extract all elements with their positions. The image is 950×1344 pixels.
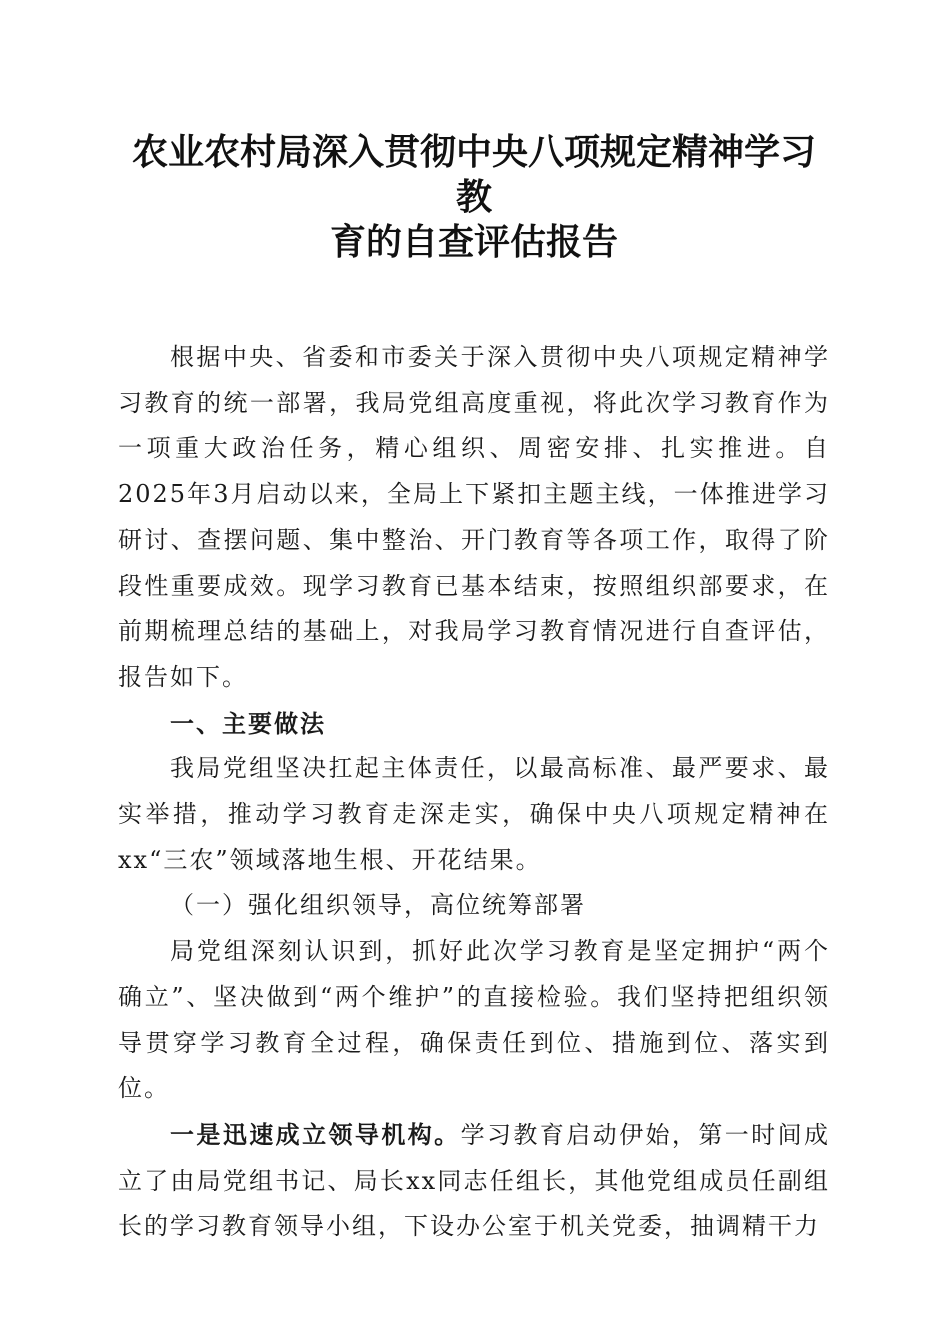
section-heading-main-practices: 一、主要做法 <box>170 708 326 738</box>
point-1-lead: 一是迅速成立领导机构。 <box>170 1119 461 1149</box>
point-1-text: 学习教育启动伊始，第一时间成立了由局党组书记、局长xx同志任组长，其他党组成员任副组长的学习教育领导小组，下设办公室于机关党委，抽调精干力 <box>118 1120 831 1241</box>
document-title <box>118 130 830 265</box>
point-1-paragraph <box>118 1112 830 1250</box>
subsection-heading-1: （一）强化组织领导，高位统筹部署 <box>170 891 586 920</box>
intro-paragraph: 根据中央、省委和市委关于深入贯彻中央八项规定精神学习教育的统一部署，我局党组高度重视，将此次学习教育作为一项重大政治任务，精心组织、周密安排、扎实推进。自2025年3月启动以来，全局上下紧扣主题主线，一体推进学习研讨、查摆问题、集中整治、开门教育等各项工作，取得了阶段性重要成效。现学习教育已基本结束，按照组织部要求，在前期梳理总结的基础上，对我局学习教育情况进行自查评估，报告如下。 <box>118 343 830 691</box>
title-line-1: 农业农村局深入贯彻中央八项规定精神学习教 <box>131 131 816 218</box>
document-body <box>118 335 830 1250</box>
document-page <box>118 130 830 1250</box>
subsection-1-paragraph: 局党组深刻认识到，抓好此次学习教育是坚定拥护“两个确立”、坚决做到“两个维护”的直接检验。我们坚持把组织领导贯穿学习教育全过程，确保责任到位、措施到位、落实到位。 <box>118 937 830 1103</box>
title-line-2: 育的自查评估报告 <box>329 221 618 263</box>
section-1-paragraph: 我局党组坚决扛起主体责任，以最高标准、最严要求、最实举措，推动学习教育走深走实，确保中央八项规定精神在xx“三农”领域落地生根、开花结果。 <box>118 754 830 874</box>
